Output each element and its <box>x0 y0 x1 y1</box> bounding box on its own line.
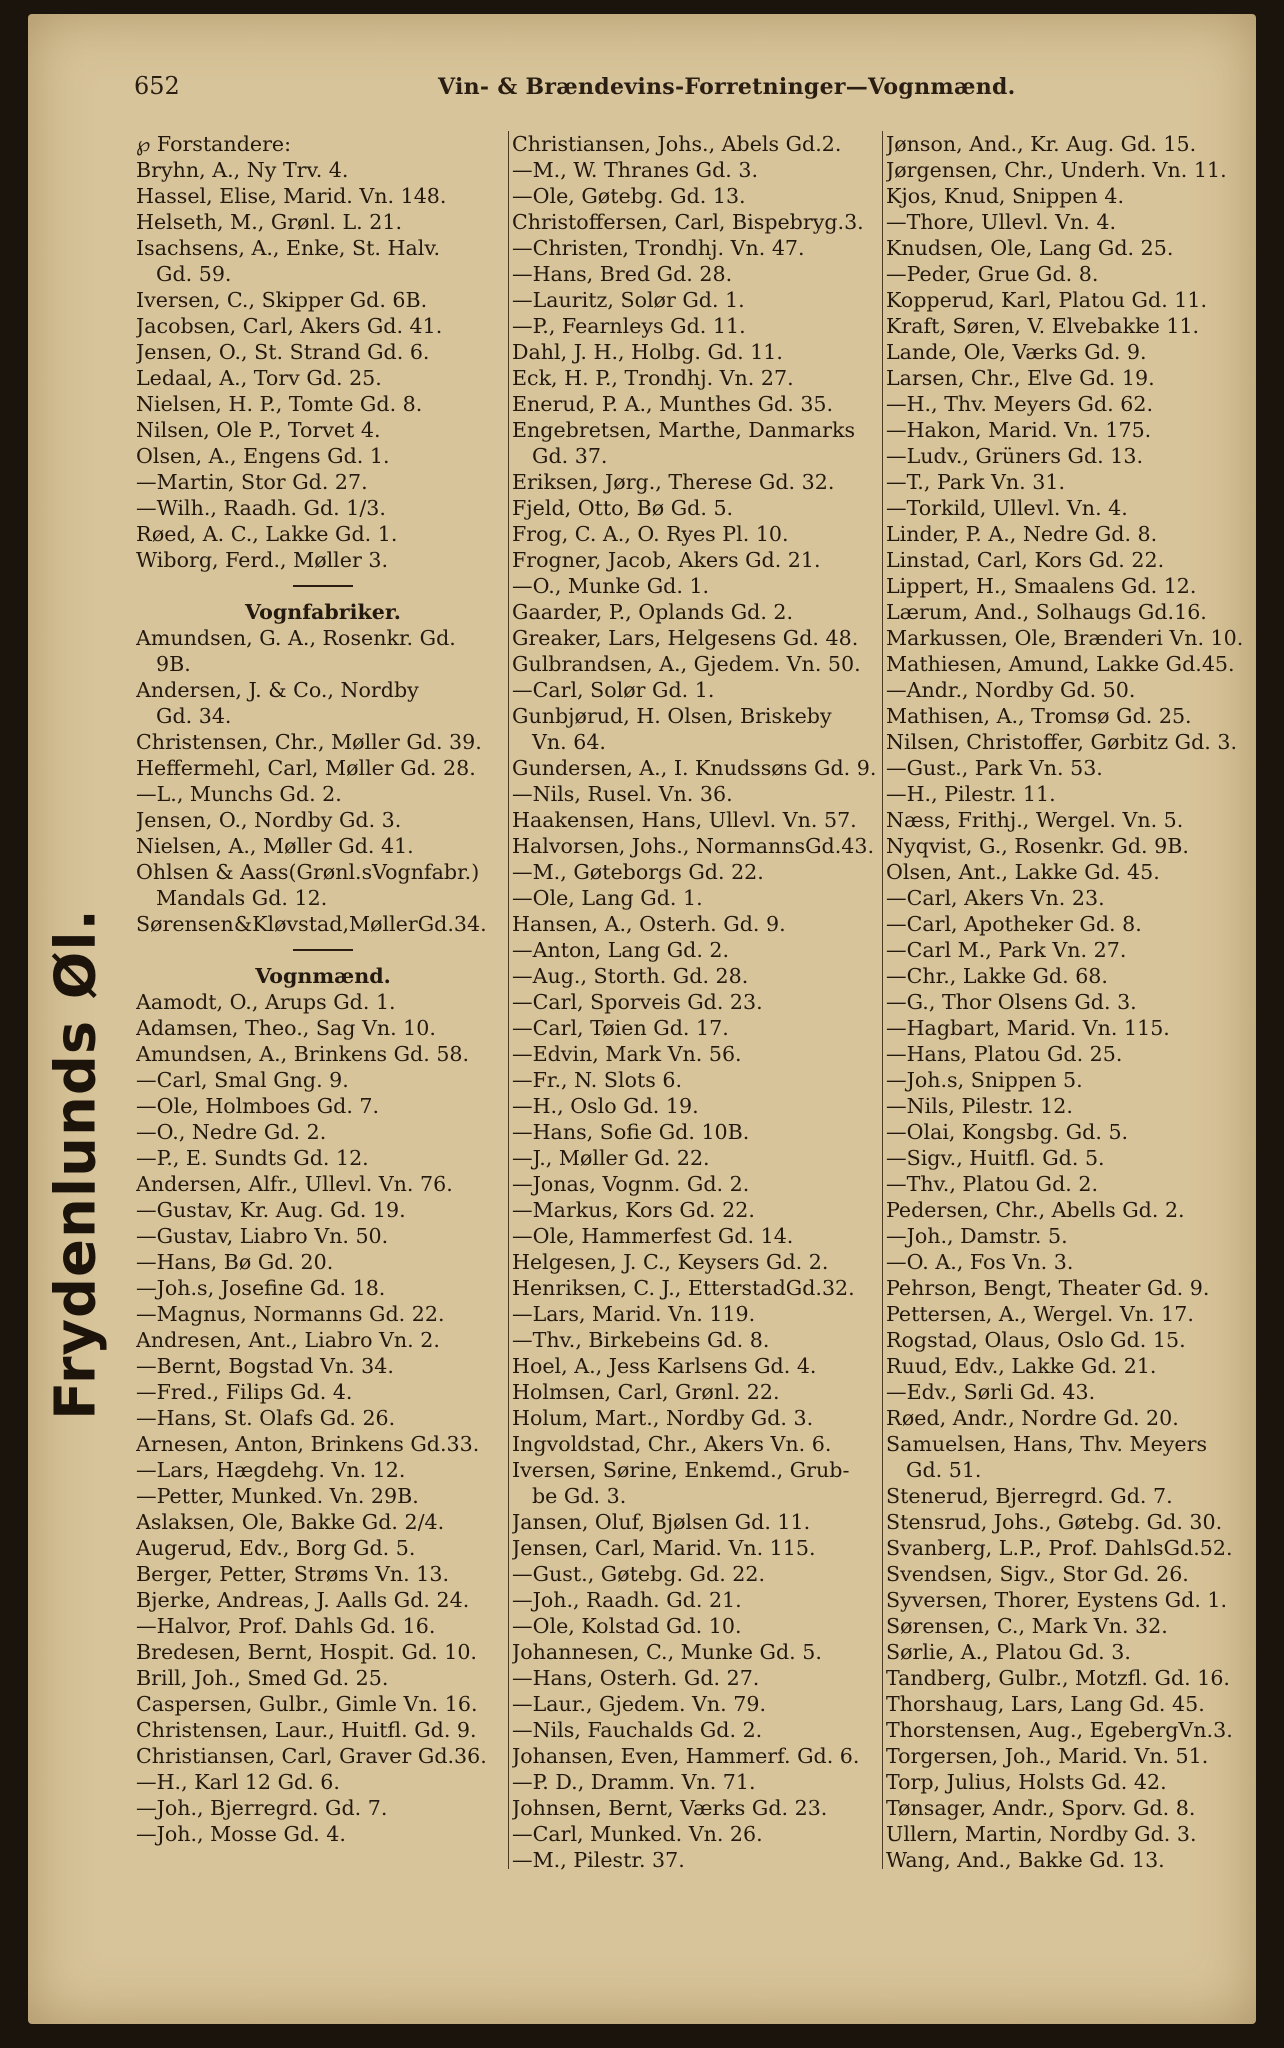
directory-entry: —T., Park Vn. 31. <box>886 470 1065 494</box>
directory-entry: —H., Karl 12 Gd. 6. <box>136 1770 340 1794</box>
directory-entry: Frog, C. A., O. Ryes Pl. 10. <box>512 522 789 546</box>
directory-entry: Helseth, M., Grønl. L. 21. <box>136 210 402 234</box>
directory-entry: Isachsens, A., Enke, St. Halv. <box>136 236 441 260</box>
directory-entry: Christensen, Laur., Huitfl. Gd. 9. <box>136 1718 477 1742</box>
column-divider <box>882 131 883 1869</box>
directory-entry: —Joh.s, Snippen 5. <box>886 1068 1083 1092</box>
directory-entry: Jensen, Carl, Marid. Vn. 115. <box>512 1536 816 1560</box>
directory-entry: —Ole, Lang Gd. 1. <box>512 886 703 910</box>
directory-entry: Vn. 64. <box>532 730 606 754</box>
directory-entry: Nilsen, Christoffer, Gørbitz Gd. 3. <box>886 730 1237 754</box>
directory-entry: ℘ Forstandere: <box>136 132 292 156</box>
directory-entry: Stensrud, Johs., Gøtebg. Gd. 30. <box>886 1510 1223 1534</box>
directory-entry: Jørgensen, Chr., Underh. Vn. 11. <box>886 158 1227 182</box>
directory-entry: —Hagbart, Marid. Vn. 115. <box>886 1016 1170 1040</box>
directory-entry: —P., Fearnleys Gd. 11. <box>512 314 746 338</box>
directory-entry: Bredesen, Bernt, Hospit. Gd. 10. <box>136 1640 477 1664</box>
directory-entry: Røed, Andr., Nordre Gd. 20. <box>886 1406 1179 1430</box>
section-divider <box>136 937 510 963</box>
directory-entry: Halvorsen, Johs., NormannsGd.43. <box>512 834 875 858</box>
directory-entry: Pedersen, Chr., Abells Gd. 2. <box>886 1198 1185 1222</box>
directory-entry: —Ole, Gøtebg. Gd. 13. <box>512 184 746 208</box>
directory-entry: Andersen, Alfr., Ullevl. Vn. 76. <box>136 1172 453 1196</box>
directory-entry: —Ole, Hammerfest Gd. 14. <box>512 1224 794 1248</box>
directory-entry: —Christen, Trondhj. Vn. 47. <box>512 236 805 260</box>
directory-entry: —Hakon, Marid. Vn. 175. <box>886 418 1152 442</box>
directory-entry: Andersen, J. & Co., Nordby <box>136 678 419 702</box>
directory-entry: —Gustav, Liabro Vn. 50. <box>136 1224 389 1248</box>
directory-entry: Pettersen, A., Wergel. Vn. 17. <box>886 1302 1194 1326</box>
directory-entry: Gd. 51. <box>906 1458 982 1482</box>
directory-entry: —Peder, Grue Gd. 8. <box>886 262 1099 286</box>
directory-entry: Tandberg, Gulbr., Motzfl. Gd. 16. <box>886 1666 1230 1690</box>
directory-entry: —Lauritz, Solør Gd. 1. <box>512 288 745 312</box>
directory-entry: Torgersen, Joh., Marid. Vn. 51. <box>886 1744 1209 1768</box>
directory-entry: Frogner, Jacob, Akers Gd. 21. <box>512 548 821 572</box>
directory-entry: —Jonas, Vognm. Gd. 2. <box>512 1172 750 1196</box>
directory-entry: —Carl, Tøien Gd. 17. <box>512 1016 729 1040</box>
directory-entry: Andresen, Ant., Liabro Vn. 2. <box>136 1328 440 1352</box>
directory-entry: —H., Pilestr. 11. <box>886 782 1056 806</box>
directory-entry: —Thv., Platou Gd. 2. <box>886 1172 1099 1196</box>
directory-entry: —Hans, Bø Gd. 20. <box>136 1250 334 1274</box>
directory-entry: —Sigv., Huitfl. Gd. 5. <box>886 1146 1105 1170</box>
directory-entry: Bryhn, A., Ny Trv. 4. <box>136 158 349 182</box>
directory-entry: —Carl M., Park Vn. 27. <box>886 938 1127 962</box>
directory-entry: —O. A., Fos Vn. 3. <box>886 1250 1074 1274</box>
page-number: 652 <box>134 72 180 100</box>
directory-entry: —Wilh., Raadh. Gd. 1/3. <box>136 496 386 520</box>
directory-entry: —Carl, Sporveis Gd. 23. <box>512 990 763 1014</box>
directory-entry: —Anton, Lang Gd. 2. <box>512 938 730 962</box>
directory-entry: Gd. 34. <box>156 704 232 728</box>
directory-entry: —Aug., Storth. Gd. 28. <box>512 964 749 988</box>
directory-entry: Gundersen, A., I. Knudssøns Gd. 9. <box>512 756 877 780</box>
directory-entry: —M., Gøteborgs Gd. 22. <box>512 860 764 884</box>
directory-entry: Lande, Ole, Værks Gd. 9. <box>886 340 1147 364</box>
directory-entry: Gd. 37. <box>532 444 608 468</box>
directory-entry: —L., Munchs Gd. 2. <box>136 782 342 806</box>
directory-entry: Henriksen, C. J., EtterstadGd.32. <box>512 1276 855 1300</box>
directory-page <box>28 14 1256 2024</box>
directory-entry: Johannesen, C., Munke Gd. 5. <box>512 1640 822 1664</box>
directory-entry: Næss, Frithj., Wergel. Vn. 5. <box>886 808 1184 832</box>
directory-entry: —Edv., Sørli Gd. 43. <box>886 1380 1096 1404</box>
directory-entry: Helgesen, J. C., Keysers Gd. 2. <box>512 1250 829 1274</box>
directory-entry: —Nils, Rusel. Vn. 36. <box>512 782 733 806</box>
directory-entry: —Martin, Stor Gd. 27. <box>136 470 368 494</box>
directory-entry: —Carl, Smal Gng. 9. <box>136 1068 349 1092</box>
directory-entry: —Nils, Pilestr. 12. <box>886 1094 1073 1118</box>
directory-entry: Christiansen, Johs., Abels Gd.2. <box>512 132 842 156</box>
directory-entry: Haakensen, Hans, Ullevl. Vn. 57. <box>512 808 857 832</box>
directory-entry: —Gustav, Kr. Aug. Gd. 19. <box>136 1198 406 1222</box>
directory-entry: —Joh., Bjerregrd. Gd. 7. <box>136 1796 388 1820</box>
directory-entry: —H., Thv. Meyers Gd. 62. <box>886 392 1154 416</box>
directory-entry: —H., Oslo Gd. 19. <box>512 1094 699 1118</box>
directory-entry: —M., W. Thranes Gd. 3. <box>512 158 759 182</box>
directory-entry: Jacobsen, Carl, Akers Gd. 41. <box>136 314 443 338</box>
directory-entry: —Torkild, Ullevl. Vn. 4. <box>886 496 1128 520</box>
directory-entry: Eriksen, Jørg., Therese Gd. 32. <box>512 470 835 494</box>
directory-entry: —P. D., Dramm. Vn. 71. <box>512 1770 756 1794</box>
directory-entry: Larsen, Chr., Elve Gd. 19. <box>886 366 1155 390</box>
directory-entry: Linstad, Carl, Kors Gd. 22. <box>886 548 1165 572</box>
directory-entry: —Bernt, Bogstad Vn. 34. <box>136 1354 394 1378</box>
directory-entry: Greaker, Lars, Helgesens Gd. 48. <box>512 626 859 650</box>
directory-entry: Ullern, Martin, Nordby Gd. 3. <box>886 1822 1197 1846</box>
directory-entry: —Lars, Hægdehg. Vn. 12. <box>136 1458 406 1482</box>
directory-entry: Ingvoldstad, Chr., Akers Vn. 6. <box>512 1432 832 1456</box>
directory-entry: —Thore, Ullevl. Vn. 4. <box>886 210 1117 234</box>
directory-entry: Engebretsen, Marthe, Danmarks <box>512 418 856 442</box>
side-advertisement: Frydenlunds Øl. <box>43 908 109 1420</box>
directory-entry: —Ole, Kolstad Gd. 10. <box>512 1614 742 1638</box>
directory-entry: Svendsen, Sigv., Stor Gd. 26. <box>886 1562 1189 1586</box>
directory-entry: —Hans, Osterh. Gd. 27. <box>512 1666 760 1690</box>
directory-entry: —O., Nedre Gd. 2. <box>136 1120 327 1144</box>
directory-entry: Caspersen, Gulbr., Gimle Vn. 16. <box>136 1692 478 1716</box>
page-title: Vin- & Brændevins-Forretninger—Vognmænd. <box>438 74 1016 100</box>
directory-entry: Augerud, Edv., Borg Gd. 5. <box>136 1536 416 1560</box>
directory-entry: Gunbjørud, H. Olsen, Briskeby <box>512 704 832 728</box>
directory-entry: —Fr., N. Slots 6. <box>512 1068 683 1092</box>
directory-entry: —Joh., Damstr. 5. <box>886 1224 1068 1248</box>
directory-entry: 9B. <box>156 652 191 676</box>
directory-entry: Svanberg, L.P., Prof. DahlsGd.52. <box>886 1536 1233 1560</box>
directory-entry: Holmsen, Carl, Grønl. 22. <box>512 1380 780 1404</box>
directory-entry: Nilsen, Ole P., Torvet 4. <box>136 418 381 442</box>
directory-entry: —Joh.s, Josefine Gd. 18. <box>136 1276 386 1300</box>
directory-entry: Aamodt, O., Arups Gd. 1. <box>136 990 396 1014</box>
directory-entry: Samuelsen, Hans, Thv. Meyers <box>886 1432 1208 1456</box>
directory-entry: Johansen, Even, Hammerf. Gd. 6. <box>512 1744 860 1768</box>
directory-entry: Bjerke, Andreas, J. Aalls Gd. 24. <box>136 1588 470 1612</box>
directory-entry: Mathiesen, Amund, Lakke Gd.45. <box>886 652 1235 676</box>
directory-entry: —Carl, Solør Gd. 1. <box>512 678 715 702</box>
directory-entry: Iversen, C., Skipper Gd. 6B. <box>136 288 428 312</box>
column-1 <box>136 131 510 1847</box>
directory-entry: Nielsen, A., Møller Gd. 41. <box>136 834 414 858</box>
directory-entry: be Gd. 3. <box>532 1484 627 1508</box>
directory-entry: Jensen, O., Nordby Gd. 3. <box>136 808 402 832</box>
directory-entry: Brill, Joh., Smed Gd. 25. <box>136 1666 389 1690</box>
directory-entry: —Chr., Lakke Gd. 68. <box>886 964 1108 988</box>
directory-entry: Berger, Petter, Strøms Vn. 13. <box>136 1562 449 1586</box>
directory-entry: Sørensen, C., Mark Vn. 32. <box>886 1614 1168 1638</box>
directory-entry: Pehrson, Bengt, Theater Gd. 9. <box>886 1276 1210 1300</box>
directory-entry: —Halvor, Prof. Dahls Gd. 16. <box>136 1614 436 1638</box>
directory-entry: Enerud, P. A., Munthes Gd. 35. <box>512 392 834 416</box>
directory-entry: Nielsen, H. P., Tomte Gd. 8. <box>136 392 423 416</box>
directory-entry: —Hans, St. Olafs Gd. 26. <box>136 1406 396 1430</box>
directory-entry: —Nils, Fauchalds Gd. 2. <box>512 1718 763 1742</box>
directory-entry: —P., E. Sundts Gd. 12. <box>136 1146 369 1170</box>
directory-entry: Thorstensen, Aug., EgebergVn.3. <box>886 1718 1233 1742</box>
directory-entry: Ledaal, A., Torv Gd. 25. <box>136 366 382 390</box>
directory-entry: Gd. 59. <box>156 262 232 286</box>
directory-entry: Aslaksen, Ole, Bakke Gd. 2/4. <box>136 1510 445 1534</box>
directory-entry: —Hans, Bred Gd. 28. <box>512 262 733 286</box>
directory-entry: —Thv., Birkebeins Gd. 8. <box>512 1328 770 1352</box>
directory-entry: Amundsen, G. A., Rosenkr. Gd. <box>136 626 456 650</box>
directory-entry: Hassel, Elise, Marid. Vn. 148. <box>136 184 447 208</box>
directory-entry: Mandals Gd. 12. <box>156 886 328 910</box>
directory-entry: Christensen, Chr., Møller Gd. 39. <box>136 730 482 754</box>
directory-entry: Hoel, A., Jess Karlsens Gd. 4. <box>512 1354 817 1378</box>
directory-entry: Wang, And., Bakke Gd. 13. <box>886 1848 1165 1872</box>
directory-entry: Lippert, H., Smaalens Gd. 12. <box>886 574 1197 598</box>
directory-entry: —Magnus, Normanns Gd. 22. <box>136 1302 445 1326</box>
directory-entry: —Andr., Nordby Gd. 50. <box>886 678 1136 702</box>
directory-entry: Linder, P. A., Nedre Gd. 8. <box>886 522 1158 546</box>
directory-entry: —G., Thor Olsens Gd. 3. <box>886 990 1137 1014</box>
directory-entry: —Ludv., Grüners Gd. 13. <box>886 444 1143 468</box>
directory-entry: Dahl, J. H., Holbg. Gd. 11. <box>512 340 783 364</box>
directory-entry: Thorshaug, Lars, Lang Gd. 45. <box>886 1692 1205 1716</box>
column-2 <box>512 131 880 1873</box>
directory-entry: Lærum, And., Solhaugs Gd.16. <box>886 600 1207 624</box>
directory-entry: Syversen, Thorer, Eystens Gd. 1. <box>886 1588 1228 1612</box>
directory-entry: Fjeld, Otto, Bø Gd. 5. <box>512 496 734 520</box>
directory-entry: Nyqvist, G., Rosenkr. Gd. 9B. <box>886 834 1189 858</box>
directory-entry: —Edvin, Mark Vn. 56. <box>512 1042 742 1066</box>
column-3 <box>886 131 1248 1873</box>
directory-entry: Olsen, A., Engens Gd. 1. <box>136 444 390 468</box>
directory-entry: Ruud, Edv., Lakke Gd. 21. <box>886 1354 1157 1378</box>
directory-entry: Johnsen, Bernt, Værks Gd. 23. <box>512 1796 828 1820</box>
directory-entry: Gulbrandsen, A., Gjedem. Vn. 50. <box>512 652 861 676</box>
directory-entry: Jønson, And., Kr. Aug. Gd. 15. <box>886 132 1197 156</box>
directory-entry: Jensen, O., St. Strand Gd. 6. <box>136 340 430 364</box>
directory-entry: Eck, H. P., Trondhj. Vn. 27. <box>512 366 794 390</box>
directory-entry: —Olai, Kongsbg. Gd. 5. <box>886 1120 1129 1144</box>
directory-entry: Tønsager, Andr., Sporv. Gd. 8. <box>886 1796 1196 1820</box>
section-divider <box>136 573 510 599</box>
directory-entry: Amundsen, A., Brinkens Gd. 58. <box>136 1042 470 1066</box>
directory-entry: Røed, A. C., Lakke Gd. 1. <box>136 522 398 546</box>
directory-entry: Stenerud, Bjerregrd. Gd. 7. <box>886 1484 1173 1508</box>
directory-entry: Olsen, Ant., Lakke Gd. 45. <box>886 860 1160 884</box>
directory-entry: Kjos, Knud, Snippen 4. <box>886 184 1124 208</box>
directory-entry: —M., Pilestr. 37. <box>512 1848 685 1872</box>
directory-entry: —Carl, Apotheker Gd. 8. <box>886 912 1142 936</box>
directory-entry: Sørlie, A., Platou Gd. 3. <box>886 1640 1131 1664</box>
directory-entry: Sørensen&Kløvstad,MøllerGd.34. <box>136 912 487 936</box>
column-divider <box>508 131 509 1869</box>
directory-entry: Iversen, Sørine, Enkemd., Grub- <box>512 1458 850 1482</box>
directory-entry: Christoffersen, Carl, Bispebryg.3. <box>512 210 864 234</box>
page-header <box>28 66 1256 106</box>
directory-entry: —Laur., Gjedem. Vn. 79. <box>512 1692 767 1716</box>
directory-entry: Mathisen, A., Tromsø Gd. 25. <box>886 704 1192 728</box>
directory-entry: —Fred., Filips Gd. 4. <box>136 1380 353 1404</box>
directory-entry: Kraft, Søren, V. Elvebakke 11. <box>886 314 1200 338</box>
directory-entry: Wiborg, Ferd., Møller 3. <box>136 548 388 572</box>
section-heading: Vognfabriker. <box>245 600 401 624</box>
directory-entry: —Joh., Raadh. Gd. 21. <box>512 1588 742 1612</box>
directory-entry: —Gust., Park Vn. 53. <box>886 756 1103 780</box>
directory-entry: —Hans, Sofie Gd. 10B. <box>512 1120 750 1144</box>
directory-entry: Ohlsen & Aass(Grønl.sVognfabr.) <box>136 860 480 884</box>
directory-entry: Arnesen, Anton, Brinkens Gd.33. <box>136 1432 480 1456</box>
section-heading: Vognmænd. <box>255 964 391 988</box>
directory-entry: —J., Møller Gd. 22. <box>512 1146 710 1170</box>
directory-entry: Hansen, A., Osterh. Gd. 9. <box>512 912 786 936</box>
directory-entry: Jansen, Oluf, Bjølsen Gd. 11. <box>512 1510 811 1534</box>
directory-entry: —Lars, Marid. Vn. 119. <box>512 1302 756 1326</box>
directory-entry: Kopperud, Karl, Platou Gd. 11. <box>886 288 1208 312</box>
directory-entry: Adamsen, Theo., Sag Vn. 10. <box>136 1016 436 1040</box>
directory-entry: —Petter, Munked. Vn. 29B. <box>136 1484 419 1508</box>
directory-entry: —Carl, Munked. Vn. 26. <box>512 1822 763 1846</box>
directory-entry: —Gust., Gøtebg. Gd. 22. <box>512 1562 766 1586</box>
directory-entry: —Carl, Akers Vn. 23. <box>886 886 1105 910</box>
directory-entry: —Ole, Holmboes Gd. 7. <box>136 1094 380 1118</box>
directory-entry: Markussen, Ole, Brænderi Vn. 10. <box>886 626 1244 650</box>
directory-entry: Christiansen, Carl, Graver Gd.36. <box>136 1744 487 1768</box>
directory-entry: Gaarder, P., Oplands Gd. 2. <box>512 600 794 624</box>
directory-entry: —O., Munke Gd. 1. <box>512 574 710 598</box>
directory-entry: Torp, Julius, Holsts Gd. 42. <box>886 1770 1167 1794</box>
directory-entry: —Markus, Kors Gd. 22. <box>512 1198 755 1222</box>
directory-entry: —Joh., Mosse Gd. 4. <box>136 1822 346 1846</box>
directory-entry: Knudsen, Ole, Lang Gd. 25. <box>886 236 1174 260</box>
directory-entry: —Hans, Platou Gd. 25. <box>886 1042 1123 1066</box>
directory-entry: Holum, Mart., Nordby Gd. 3. <box>512 1406 814 1430</box>
directory-entry: Rogstad, Olaus, Oslo Gd. 15. <box>886 1328 1186 1352</box>
directory-entry: Heffermehl, Carl, Møller Gd. 28. <box>136 756 476 780</box>
